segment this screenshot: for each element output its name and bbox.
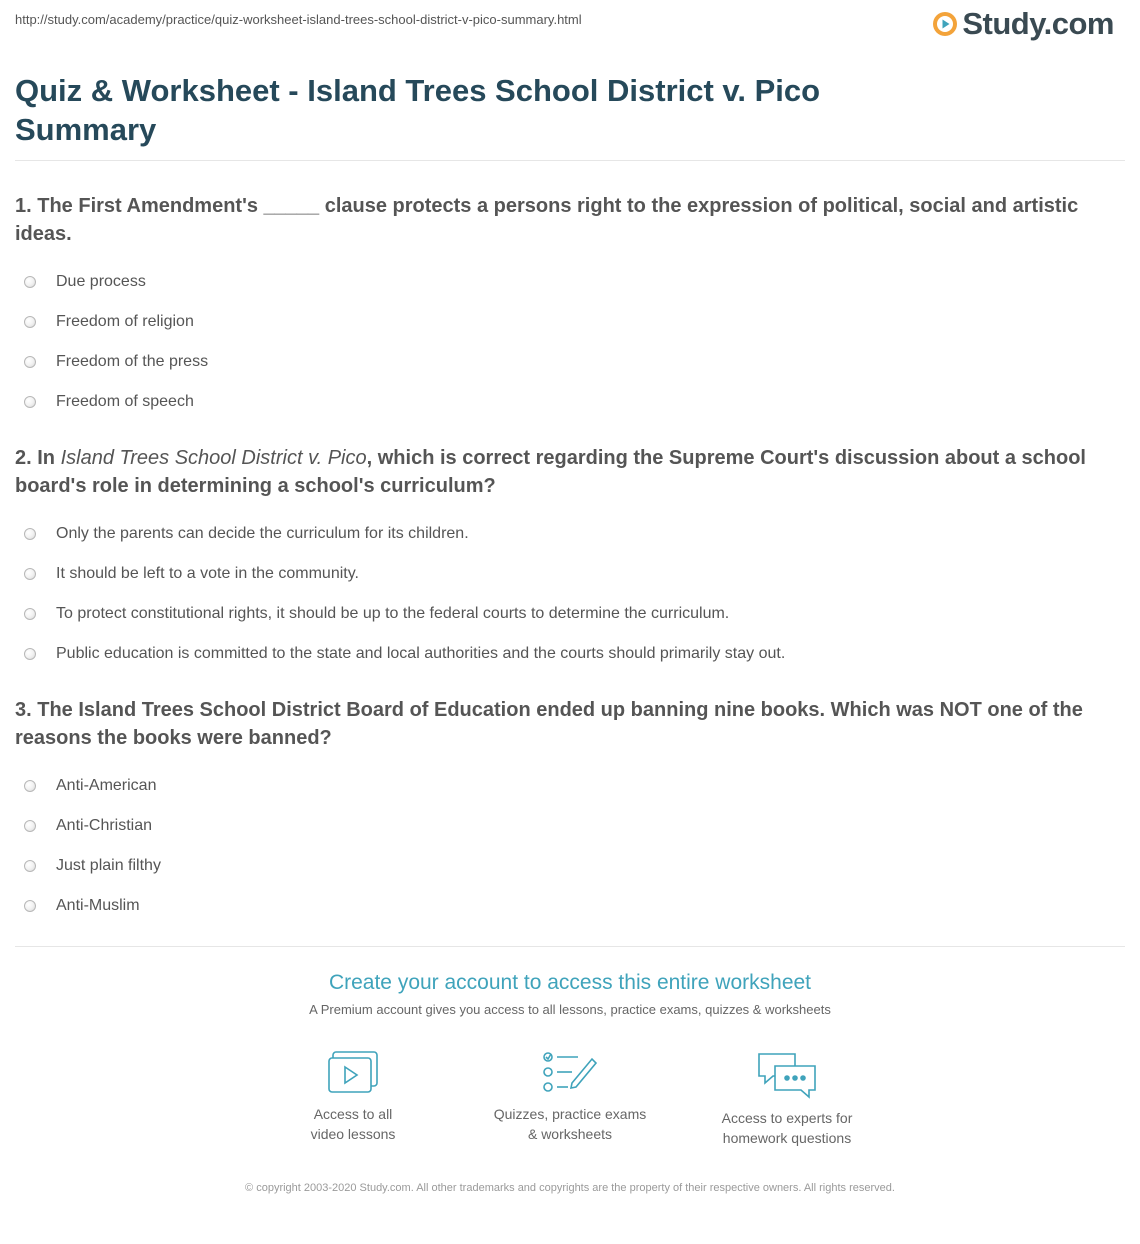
- answer-options: [15, 514, 1125, 674]
- radio-button[interactable]: [24, 820, 36, 832]
- feature-experts: Access to experts for homework questions: [702, 1050, 872, 1148]
- answer-option[interactable]: Anti-Muslim: [15, 886, 1125, 926]
- title-divider: [15, 160, 1125, 161]
- question-text: 1. The First Amendment's _____ clause protects a persons right to the expression of political, social and artistic ideas.: [15, 195, 1079, 245]
- question-2: [15, 444, 1125, 674]
- answer-option[interactable]: Freedom of the press: [15, 342, 1125, 382]
- page-title: Quiz & Worksheet - Island Trees School District v. Pico Summary: [15, 73, 821, 147]
- account-cta: [0, 970, 1140, 1017]
- radio-button[interactable]: [24, 648, 36, 660]
- answer-option[interactable]: Freedom of religion: [15, 302, 1125, 342]
- play-circle-logo-icon: [932, 11, 958, 37]
- answer-option[interactable]: Anti-Christian: [15, 806, 1125, 846]
- radio-button[interactable]: [24, 780, 36, 792]
- radio-button[interactable]: [24, 860, 36, 872]
- answer-options: [15, 766, 1125, 926]
- answer-option[interactable]: Just plain filthy: [15, 846, 1125, 886]
- feature-video-lessons: Access to all video lessons: [268, 1050, 438, 1148]
- radio-button[interactable]: [24, 900, 36, 912]
- case-name: Island Trees School District v. Pico: [60, 447, 367, 469]
- answer-option[interactable]: Only the parents can decide the curriculum for its children.: [15, 514, 1125, 554]
- question-1: [15, 192, 1125, 422]
- question-text: 3. The Island Trees School District Board of Education ended up banning nine books. Which was NOT one of the reasons the books were banned?: [15, 699, 1083, 749]
- video-lessons-icon: [327, 1050, 379, 1096]
- cta-divider: [15, 946, 1125, 947]
- radio-button[interactable]: [24, 568, 36, 580]
- answer-option[interactable]: Freedom of speech: [15, 382, 1125, 422]
- chat-bubbles-icon: [755, 1050, 819, 1100]
- answer-option[interactable]: It should be left to a vote in the community.: [15, 554, 1125, 594]
- radio-button[interactable]: [24, 396, 36, 408]
- radio-button[interactable]: [24, 608, 36, 620]
- answer-options: [15, 262, 1125, 422]
- answer-option[interactable]: Due process: [15, 262, 1125, 302]
- copyright-notice: © copyright 2003-2020 Study.com. All other trademarks and copyrights are the property of their respective owners. All rights reserved.: [245, 1182, 895, 1194]
- study-logo[interactable]: [932, 6, 1114, 42]
- answer-option[interactable]: Public education is committed to the state and local authorities and the courts should primarily stay out.: [15, 634, 1125, 674]
- question-3: [15, 696, 1125, 926]
- radio-button[interactable]: [24, 356, 36, 368]
- answer-option[interactable]: Anti-American: [15, 766, 1125, 806]
- radio-button[interactable]: [24, 528, 36, 540]
- page-url: http://study.com/academy/practice/quiz-worksheet-island-trees-school-district-v-pico-summary.html: [15, 12, 582, 27]
- radio-button[interactable]: [24, 316, 36, 328]
- feature-quizzes: Quizzes, practice exams & worksheets: [485, 1050, 655, 1148]
- quiz-checklist-icon: [542, 1050, 598, 1096]
- premium-features: [0, 1050, 1140, 1148]
- cta-subtitle: A Premium account gives you access to all lessons, practice exams, quizzes & worksheets: [309, 1002, 831, 1017]
- answer-option[interactable]: To protect constitutional rights, it should be up to the federal courts to determine the curriculum.: [15, 594, 1125, 634]
- radio-button[interactable]: [24, 276, 36, 288]
- cta-link[interactable]: Create your account to access this entire worksheet: [328, 971, 812, 994]
- logo-text: Study.com: [962, 6, 1114, 41]
- question-text: 2. In Island Trees School District v. Pico, which is correct regarding the Supreme Court's discussion about a school board's role in determining a school's curriculum?: [15, 447, 1086, 497]
